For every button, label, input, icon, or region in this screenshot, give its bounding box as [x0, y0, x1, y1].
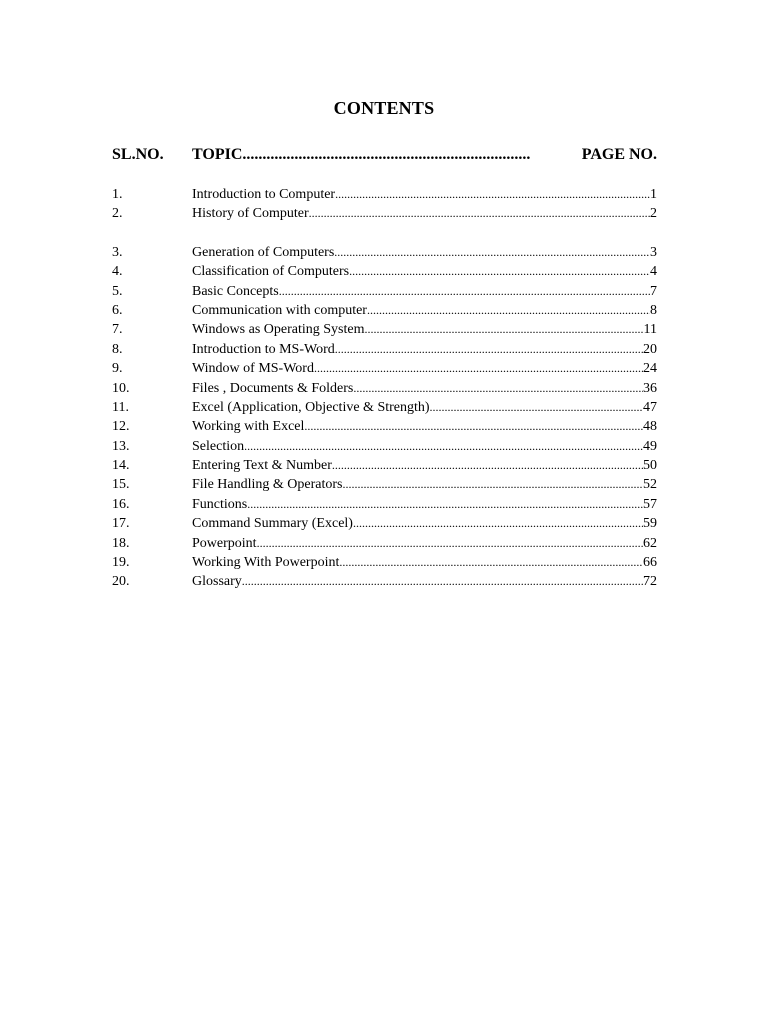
toc-entry-line — [192, 553, 657, 572]
toc-entry-topic: Working With Powerpoint — [192, 555, 340, 571]
toc-entry-line — [192, 534, 657, 553]
toc-entry-line — [192, 456, 657, 475]
toc-entry — [112, 572, 657, 591]
topic-header-label: TOPIC — [192, 146, 243, 163]
toc-entry-number: 16. — [112, 496, 130, 512]
sl-no-header: SL.NO. — [112, 146, 164, 163]
toc-entry-page: 52 — [643, 477, 657, 493]
toc-entry-number: 12. — [112, 419, 130, 435]
toc-entry — [112, 204, 657, 223]
toc-entry-number: 7. — [112, 322, 123, 338]
toc-list — [112, 185, 657, 592]
toc-entry-line — [192, 572, 657, 591]
toc-entry — [112, 320, 657, 339]
toc-entry-line — [192, 359, 657, 378]
toc-entry-page: 66 — [643, 555, 657, 571]
toc-entry-topic: Entering Text & Number — [192, 458, 332, 474]
toc-entry — [112, 185, 657, 204]
toc-entry-line — [192, 437, 657, 456]
toc-entry-number: 9. — [112, 361, 123, 377]
toc-entry-line — [192, 320, 657, 339]
toc-entry-line — [192, 204, 657, 223]
toc-entry — [112, 282, 657, 301]
toc-entry-number: 17. — [112, 516, 130, 532]
toc-entry-line — [192, 243, 657, 262]
toc-entry — [112, 398, 657, 417]
toc-entry-leader — [367, 301, 650, 320]
toc-entry-number: 8. — [112, 341, 123, 357]
toc-entry-leader — [335, 340, 643, 359]
toc-entry — [112, 262, 657, 281]
toc-entry-topic: Window of MS-Word — [192, 361, 314, 377]
toc-entry-page: 47 — [643, 399, 657, 415]
toc-entry — [112, 534, 657, 553]
toc-entry-leader — [335, 185, 650, 204]
toc-entry-topic: History of Computer — [192, 206, 309, 222]
toc-entry-line — [192, 379, 657, 398]
toc-entry-leader — [349, 262, 650, 281]
toc-entry-topic: Introduction to MS-Word — [192, 341, 335, 357]
toc-entry-line — [192, 514, 657, 533]
toc-entry-line — [192, 262, 657, 281]
toc-entry-topic: Powerpoint — [192, 535, 257, 551]
toc-entry-leader — [364, 320, 643, 339]
toc-entry — [112, 553, 657, 572]
toc-entry-leader — [304, 417, 643, 436]
toc-entry-page: 7 — [650, 283, 657, 299]
toc-entry-line — [192, 282, 657, 301]
toc-entry — [112, 475, 657, 494]
toc-entry-topic: Command Summary (Excel) — [192, 516, 353, 532]
toc-entry-topic: Excel (Application, Objective & Strength) — [192, 399, 430, 415]
contents-title: CONTENTS — [333, 98, 435, 118]
toc-entry-leader — [342, 475, 643, 494]
toc-entry-leader — [353, 514, 643, 533]
toc-entry-leader — [247, 495, 643, 514]
toc-entry-topic: Working with Excel — [192, 419, 305, 435]
toc-entry-topic: Basic Concepts — [192, 283, 279, 299]
toc-entry-leader — [353, 379, 643, 398]
toc-entry-line — [192, 301, 657, 320]
toc-entry-leader — [332, 456, 643, 475]
page-no-header: PAGE NO. — [581, 146, 657, 163]
toc-entry-leader — [257, 534, 643, 553]
toc-entry-line — [192, 417, 657, 436]
toc-entry-leader — [430, 398, 643, 417]
toc-entry-number: 10. — [112, 380, 130, 396]
toc-entry-topic: Selection — [192, 438, 245, 454]
toc-entry-page: 62 — [643, 535, 657, 551]
toc-entry-line — [192, 340, 657, 359]
toc-entry-page: 1 — [650, 187, 657, 202]
toc-entry-page: 49 — [643, 438, 657, 454]
toc-entry-leader — [314, 359, 643, 378]
toc-entry-leader — [339, 553, 643, 572]
toc-entry-page: 2 — [650, 206, 657, 222]
toc-entry — [112, 379, 657, 398]
toc-entry-page: 59 — [643, 516, 657, 532]
toc-entry-number: 3. — [112, 244, 123, 260]
toc-entry-number: 18. — [112, 535, 130, 551]
toc-entry-topic: Functions — [192, 496, 248, 512]
toc-entry-leader — [309, 204, 650, 223]
toc-entry-page: 4 — [650, 264, 657, 280]
toc-entry-topic: Windows as Operating System — [192, 322, 365, 338]
toc-entry — [112, 417, 657, 436]
toc-entry-page: 57 — [643, 496, 657, 512]
toc-entry-topic: Glossary — [192, 574, 242, 590]
toc-entry-line — [192, 495, 657, 514]
toc-entry-number: 11. — [112, 399, 129, 415]
toc-entry-page: 24 — [643, 361, 657, 377]
topic-header-leader: ........................................................................ — [242, 146, 531, 163]
toc-entry-line — [192, 475, 657, 494]
toc-entry — [112, 359, 657, 378]
toc-entry — [112, 243, 657, 262]
toc-entry-page: 48 — [643, 419, 657, 435]
toc-entry-page: 50 — [643, 458, 657, 474]
toc-entry — [112, 514, 657, 533]
toc-entry-leader — [279, 282, 650, 301]
toc-header-row — [112, 146, 657, 166]
toc-entry-page: 72 — [643, 574, 657, 590]
toc-entry-topic: Files , Documents & Folders — [192, 380, 354, 396]
toc-entry-number: 13. — [112, 438, 130, 454]
toc-entry — [112, 340, 657, 359]
topic-header — [192, 146, 657, 164]
toc-entry-number: 15. — [112, 477, 130, 493]
toc-entry-leader — [244, 437, 643, 456]
toc-entry-page: 3 — [650, 244, 657, 260]
toc-entry-topic: Classification of Computers — [192, 264, 350, 280]
toc-entry — [112, 437, 657, 456]
toc-entry-line — [192, 398, 657, 417]
toc-entry-number: 2. — [112, 206, 123, 222]
toc-entry-leader — [242, 572, 643, 591]
toc-entry-topic: Communication with computer — [192, 302, 367, 318]
toc-entry-topic: File Handling & Operators — [192, 477, 343, 493]
toc-entry-page: 36 — [643, 380, 657, 396]
toc-entry-page: 11 — [643, 322, 657, 338]
toc-entry-topic: Generation of Computers — [192, 244, 335, 260]
toc-entry-number: 20. — [112, 574, 130, 590]
toc-entry-page: 8 — [650, 302, 657, 318]
toc-entry-number: 1. — [112, 187, 123, 202]
toc-entry-topic: Introduction to Computer — [192, 187, 336, 202]
toc-entry-line — [192, 185, 657, 204]
toc-entry — [112, 456, 657, 475]
toc-entry-leader — [334, 243, 650, 262]
toc-entry-number: 14. — [112, 458, 130, 474]
toc-entry-page: 20 — [643, 341, 657, 357]
toc-entry-number: 6. — [112, 302, 123, 318]
toc-entry — [112, 301, 657, 320]
toc-entry — [112, 495, 657, 514]
toc-entry-number: 4. — [112, 264, 123, 280]
toc-entry-number: 5. — [112, 283, 123, 299]
toc-entry-number: 19. — [112, 555, 130, 571]
